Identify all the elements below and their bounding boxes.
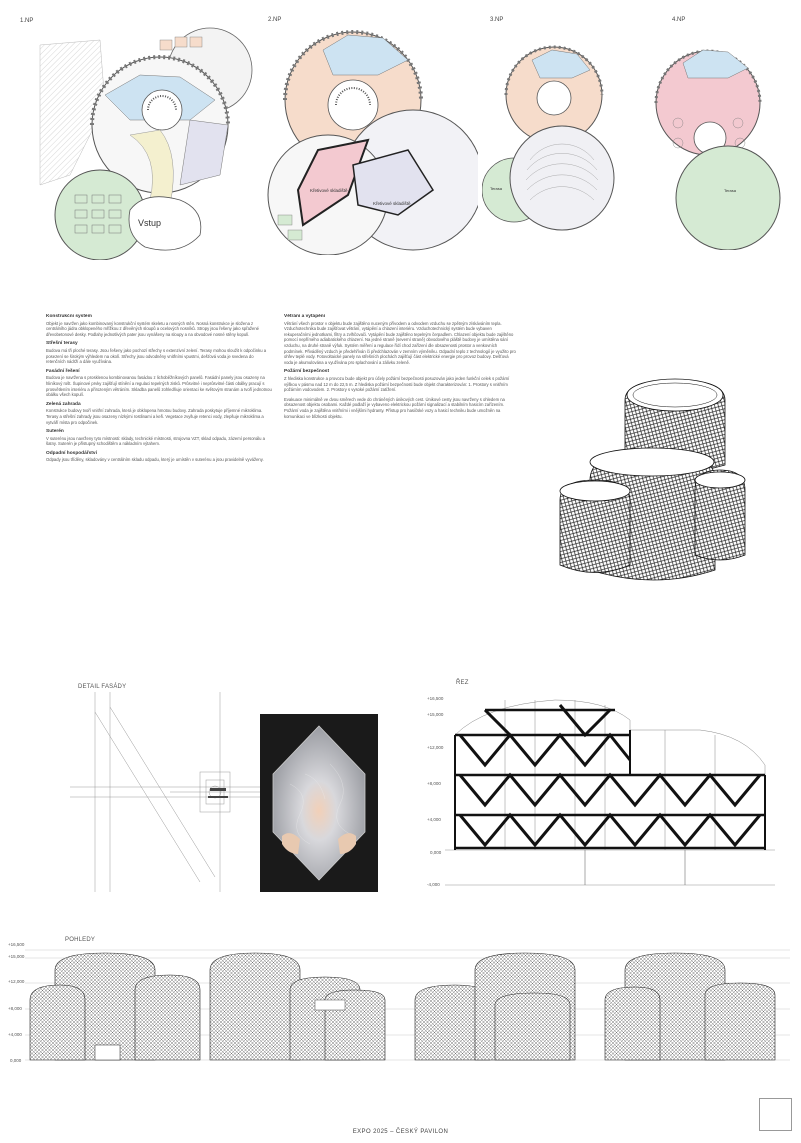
heading-zahrada: Zelená zahrada: [46, 401, 81, 407]
section-level-16500: +16,500: [427, 696, 444, 701]
body-odpady: Odpady jsou tříděny, skladovány v centrálním skladu odpadu, který je umístěn v suterénu a jsou pravidelně vyváženy.: [46, 457, 264, 463]
heading-fasada: Fasádní řešení: [46, 368, 80, 374]
floor-label-2np: 2.NP: [268, 17, 282, 23]
elevations-drawing: [25, 945, 790, 1070]
section-level-12000: +12,000: [427, 745, 444, 750]
floor-plan-3np: [482, 40, 617, 235]
heading-terasy: Střešní terasy: [46, 341, 78, 347]
elev-level-0: 0,000: [10, 1058, 22, 1063]
facade-detail-drawing: [70, 692, 260, 892]
heading-pozarni: Požární bezpečnost: [284, 369, 330, 375]
floor-label-1np: 1.NP: [20, 18, 34, 24]
body-pozarni: Z hlediska konstrukce a provozu bude objekt pro účely požární bezpečnosti posuzován jako jeden funkční celek s požární výškou v pásmu nad 12 m do 22,5 m. Z hlediska požární bezpečnosti bude objekt charakterizován: 1. Prostory s vnitřním požárním vodovodem. 2. Prostory s vysoké požární zatížení.: [284, 375, 510, 393]
body-vetrani: Větrání všech prostor v objektu bude zajištěno nuceným přívodem a odvodem vzduchu se zpětným získáváním tepla. Vzduchotechnika bude zajišťovat větrání, vytápění a chlazení interiéru. Vzduchotechnický systém bude vybaven rekuperačními jednotkami, filtry a zvlhčovači. Vytápění bude zajištěno tepelným čerpadlem. Chlazení objektu bude zajištěno pomocí nepřímého adiabatického chlazení. Na jedné straně (severní straně) obvodového pláště budovy je umístěna sání vzduchu, na druhé straně výfuk. Systém měření a regulace řídí chod zařízení dle obsazenosti prostor a venkovních podmínek. Přiváděný vzduch je předehříván či předchlazován v zemním výměníku. Odpadní teplo z technologií je využito pro ohřev teplé vody. Fotovoltaické panely na střešních plochách zajišťují část elektrické energie pro provoz budovy. Dešťová voda je akumulována a využívána pro splachování a zálivku zeleně.: [284, 320, 516, 365]
floor-label-4np: 4.NP: [672, 17, 686, 23]
text-column-1: [46, 314, 272, 644]
room-label-4np: Terasa: [724, 188, 737, 193]
section-title: ŘEZ: [456, 680, 469, 686]
elev-level-16500: +16,500: [8, 942, 25, 947]
footer-title: EXPO 2025 – ČESKÝ PAVILON: [352, 1129, 449, 1135]
axonometric-view: [555, 370, 750, 595]
section-level-0: 0,000: [430, 850, 442, 855]
room-label-2np-a: Křetivové skladiště: [310, 188, 348, 193]
section-level-8000: +8,000: [427, 781, 441, 786]
floor-plan-2np: [258, 30, 478, 255]
heading-konstrukce: Konstrukční systém: [46, 314, 92, 319]
elev-level-4000: +4,000: [8, 1032, 22, 1037]
section-level-15000: +15,000: [427, 712, 444, 717]
section-drawing: [445, 690, 775, 900]
body-suteren: V suterénu jsou navrženy tyto místnosti: sklady, technické místnosti, strojovna VZT, sklad odpadu, zázemí personálu a šatny. Suterén je přístupný schodištěm a nákladním výtahem.: [46, 435, 265, 447]
entrance-label: Vstup: [138, 218, 162, 228]
body-konstrukce: Objekt je navržen jako kombinovaný konstrukční systém skeletu a nosných stěn. Nosná konstrukce je složena z centrálního jádra obklopeného mřížkou z dřevěných sloupů a ocelových nosníků. Stropy jsou řešeny jako spřažené dřevobetonové desky. Podlahy jednotlivých pater jsou vynášeny na sloupy a na obvodové nosné stěny kopulí.: [46, 320, 259, 337]
body-fasada: Budova je navržena s prosklenou kombinovanou fasádou z lichoběžníkových panelů. Fasádní panely jsou osazeny na hliníkový rošt. Šupinové prvky zajišťují stínění a regulaci tepelných zisků. Průsvitné i neprůsvitné části obálky pracují s prosvětlením interiéru a přirozeným větráním. Skladba panelů zohledňuje orientaci ke světovým stranám a tvoří jednotnou obálku všech kopulí.: [46, 375, 272, 398]
body-evakuace: Evakuace minimálně ve dvou směrech vede do chráněných únikových cest. Únikové cesty jsou navrženy s ohledem na obsazenost objektu osobami. Každé podlaží je vybaveno elektrickou požární signalizací a stabilním hasicím zařízením. Požární voda je zajištěna vnitřními i vnějšími hydranty. Přístup pro hasičské vozy a hasicí techniku bude umožněn na komunikaci ve blízkosti objektu.: [284, 396, 505, 419]
heading-suteren: Suterén: [46, 429, 64, 435]
body-terasy: Budova má tři ploché terasy. Jsou řešeny jako pochozí střechy s extenzivní zelení. Terasy mohou sloužit k odpočinku a posezení se širokým výhledem na okolí. Střechy jsou odvodněny vnitřními vpustmi, dešťová voda je svedena do retenčních nádrží a dále využívána.: [46, 347, 267, 365]
sheet-number-box: [759, 1098, 792, 1131]
floor-plan-4np: [648, 38, 788, 250]
elev-level-15000: +15,000: [8, 954, 25, 959]
section-level-4000: +4,000: [427, 817, 441, 822]
floor-plan-1np: [30, 25, 262, 260]
elevations-title: POHLEDY: [65, 937, 96, 943]
body-zahrada: Konstrukce budovy tvoří vnitřní zahrada, která je obklopena hmotou budovy. Zahrada poskytuje příjemné mikroklima. Terasy a střešní zahrady jsou osazeny nízkými rostlinami a keři. Vegetace zvyšuje retenci vody, zlepšuje mikroklima a vytváří místa pro odpočinek.: [46, 408, 264, 425]
floor-label-3np: 3.NP: [490, 17, 504, 23]
facade-panel-photo: [260, 714, 378, 892]
elev-level-8000: +8,000: [8, 1006, 22, 1011]
heading-vetrani: Větrání a vytápění: [284, 314, 326, 319]
text-column-2: [284, 314, 516, 654]
elev-level-12000: +12,000: [8, 979, 25, 984]
heading-odpady: Odpadní hospodářství: [46, 450, 97, 456]
room-label-2np-b: Křetivové skladiště: [373, 201, 411, 206]
facade-detail-title: DETAIL FASÁDY: [78, 684, 127, 690]
section-level-minus4000: -4,000: [427, 882, 440, 887]
room-label-3np: Terasa: [490, 186, 503, 191]
